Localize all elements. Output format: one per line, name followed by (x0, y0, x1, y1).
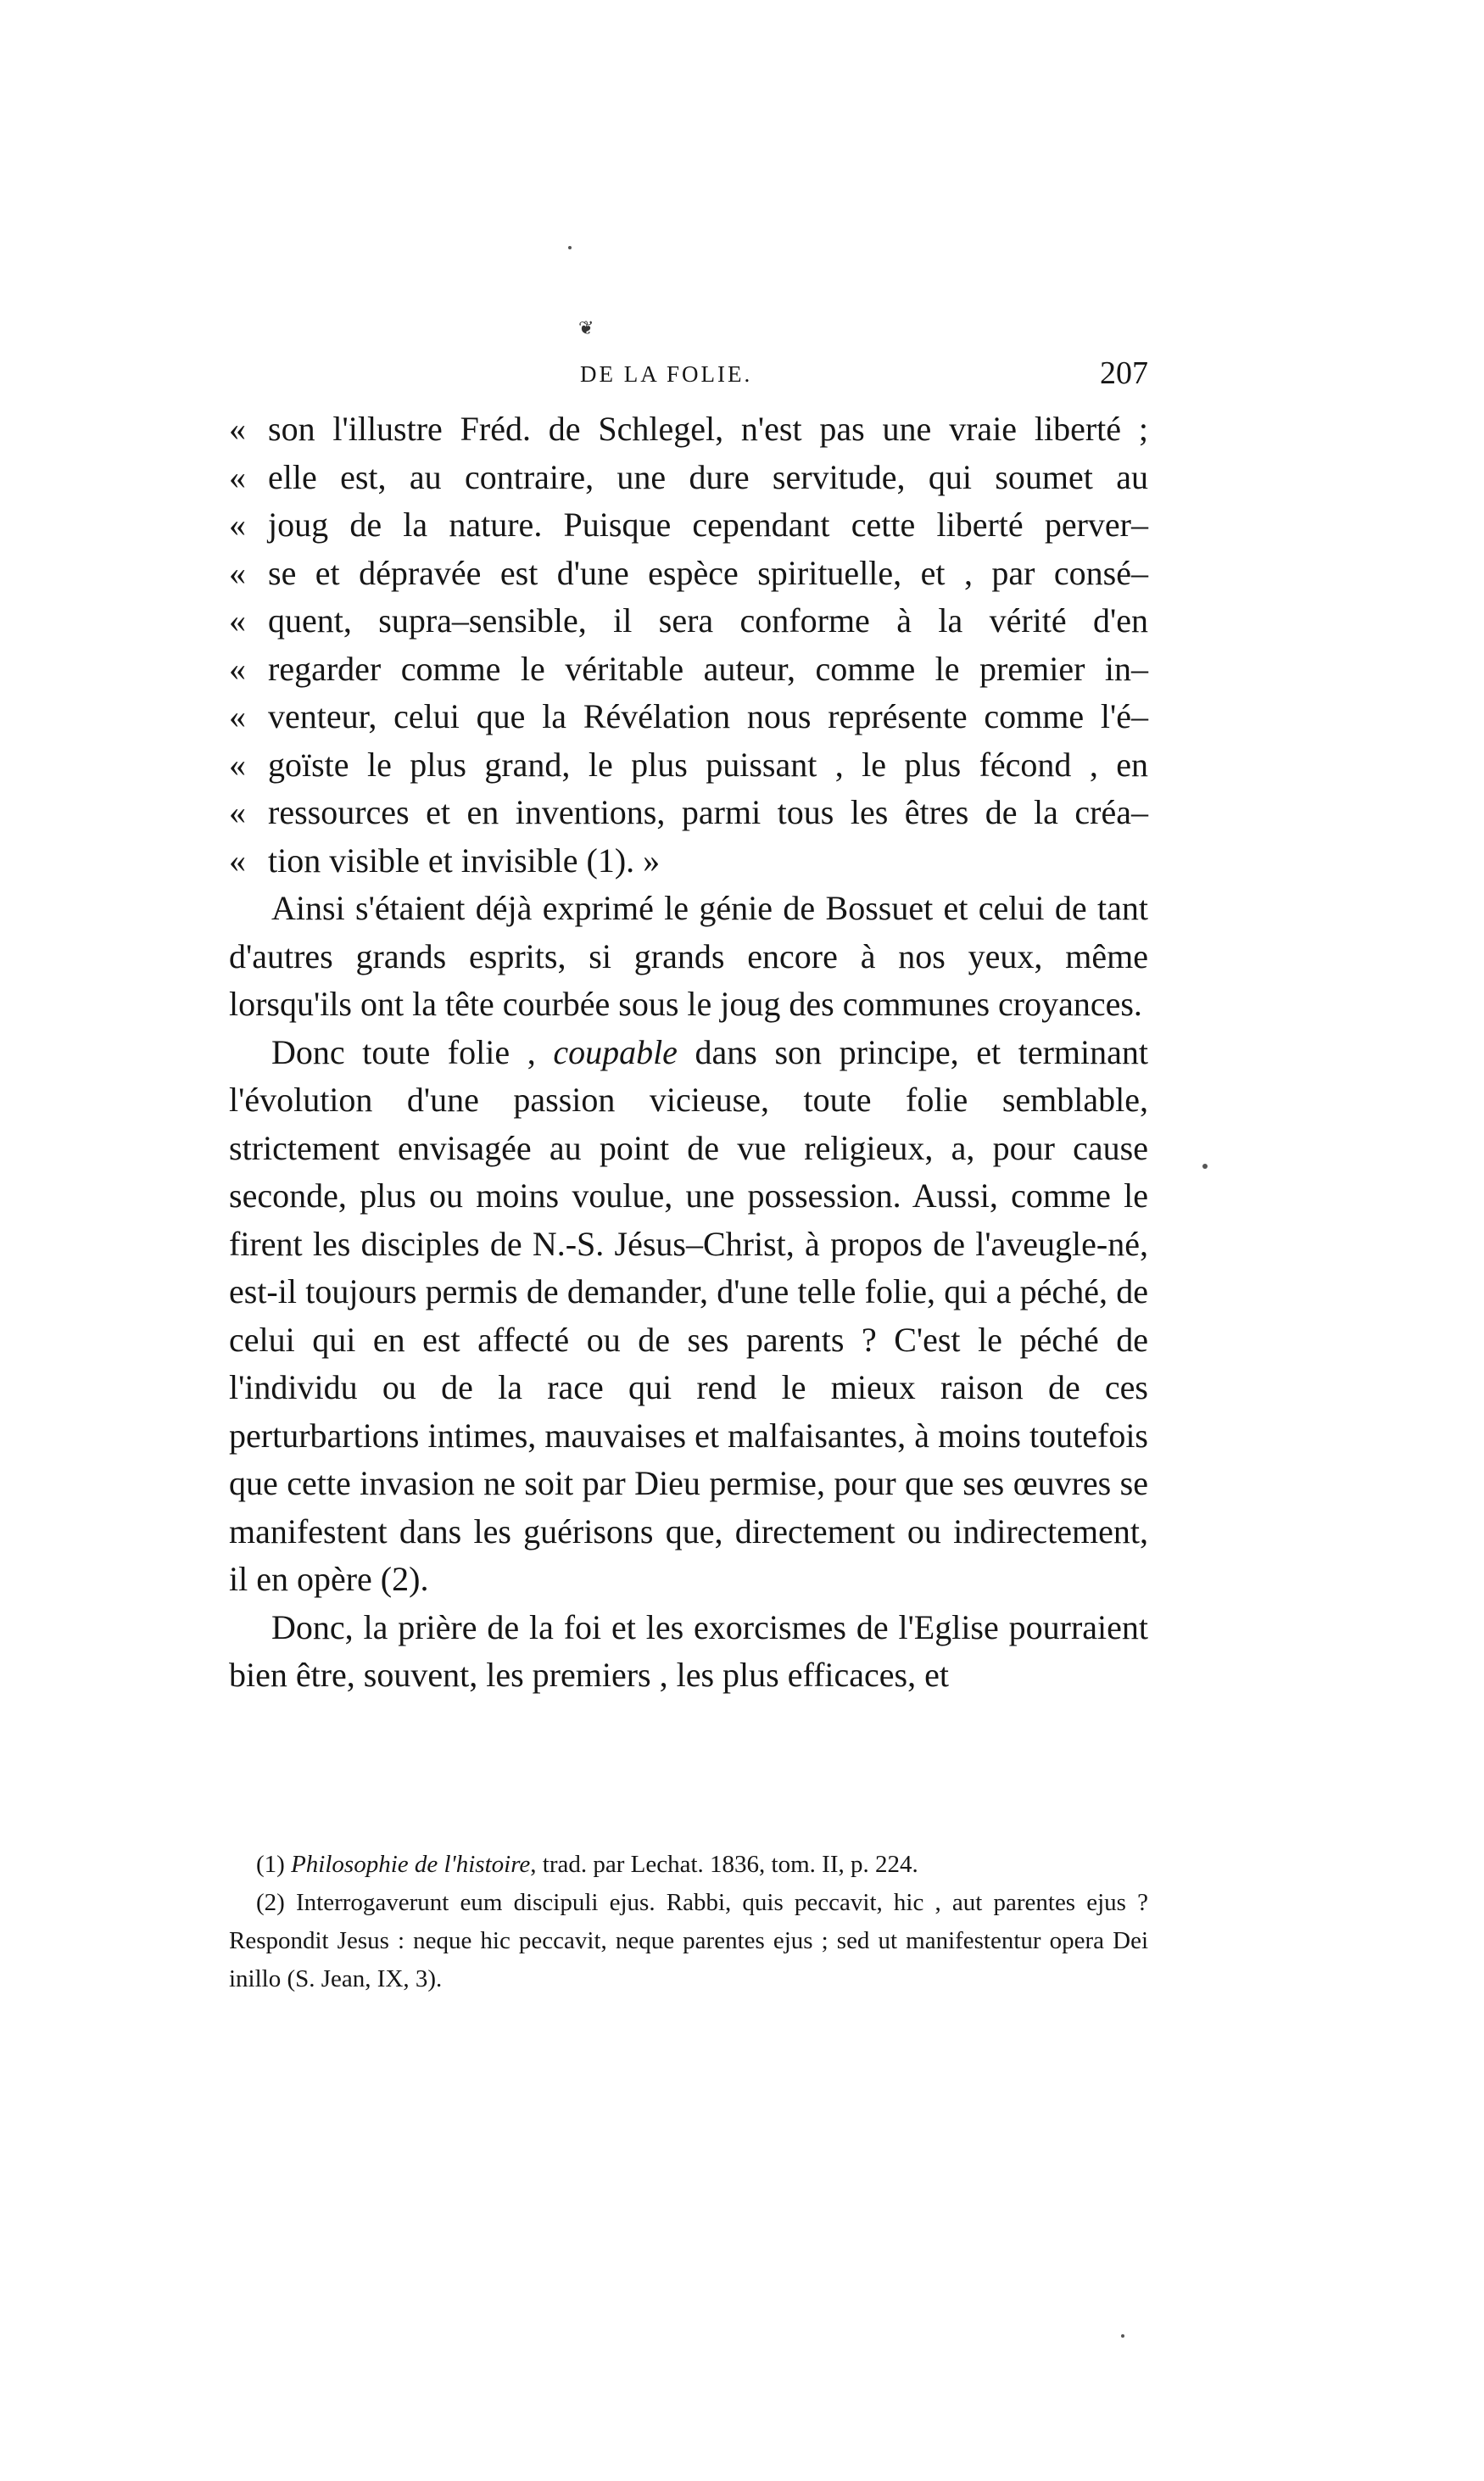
quote-mark: « (229, 553, 246, 592)
quote-line-text: quent, supra–sensible, il sera conforme à la vérité d'en (268, 601, 1148, 640)
footnote-title: Philosophie de l'histoire (291, 1851, 531, 1878)
page-header (229, 355, 1148, 402)
footnote (229, 1846, 1148, 1884)
quote-mark: « (229, 410, 246, 448)
quote-mark: « (229, 841, 246, 880)
quote-line (229, 454, 1148, 502)
quote-mark: « (229, 601, 246, 640)
footnote-text: Interrogaverunt eum discipuli ejus. Rabbi, quis peccavit, hic , aut parentes ejus ? Respondit Jesus : neque hic peccavit, neque parentes ejus ; sed ut manifestentur opera Dei inillo (S. Jean, IX, 3). (229, 1889, 1148, 1992)
footnote (229, 1884, 1148, 1998)
quote-line-text: joug de la nature. Puisque cependant cette liberté perver– (268, 506, 1148, 544)
emphasis: coupable (553, 1032, 678, 1071)
quote-mark: « (229, 697, 246, 735)
quote-line (229, 789, 1148, 837)
quote-line (229, 550, 1148, 598)
quote-line (229, 501, 1148, 550)
quote-line-text: venteur, celui que la Révélation nous représente comme l'é– (268, 697, 1148, 735)
speck (568, 246, 572, 249)
running-head: DE LA FOLIE. (580, 361, 753, 387)
quotation (229, 405, 1148, 885)
quote-mark: « (229, 649, 246, 688)
page-number: 207 (1100, 355, 1148, 391)
quote-mark: « (229, 745, 246, 784)
body-text (229, 405, 1148, 1700)
paragraph (229, 1029, 1148, 1604)
quote-line (229, 405, 1148, 454)
quote-mark: « (229, 506, 246, 544)
quote-line-text: se et dépravée est d'une espèce spirituelle, et , par consé– (268, 553, 1148, 592)
speck (1121, 2334, 1124, 2338)
footnote-marker: (1) (256, 1851, 285, 1878)
paragraph: Donc, la prière de la foi et les exorcismes de l'Eglise pourraient bien être, souvent, les premiers , les plus efficaces, et (229, 1607, 1148, 1694)
speck (1202, 1164, 1208, 1169)
quote-line-text: elle est, au contraire, une dure servitude, qui soumet au (268, 457, 1148, 496)
quote-line-text: son l'illustre Fréd. de Schlegel, n'est pas une vraie liberté ; (268, 410, 1148, 448)
quote-line-text: goïste le plus grand, le plus puissant , le plus fécond , en (268, 745, 1148, 784)
printer-mark: ❦ (578, 317, 594, 338)
footnotes (229, 1846, 1148, 1998)
quote-line (229, 741, 1148, 790)
quote-line (229, 597, 1148, 645)
paragraph-text: Donc toute folie , (271, 1032, 554, 1071)
quote-line (229, 693, 1148, 741)
quote-line-text: ressources et en inventions, parmi tous les êtres de la créa– (268, 793, 1148, 831)
quote-line-text: tion visible et invisible (1). » (268, 841, 661, 880)
quote-mark: « (229, 793, 246, 831)
paragraph-text: dans son principe, et terminant l'évolution d'une passion vicieuse, toute folie semblable, strictement envisagée au point de vue religieux, a, pour cause seconde, plus ou moins voulue, une possession. Aussi, comme le firent les disciples de N.-S. Jésus–Christ, à propos de l'aveugle-né, est-il toujours permis de demander, d'une telle folie, qui a péché, de celui qui en est affecté ou de ses parents ? C'est le péché de l'individu ou de la race qui rend le mieux raison de ces perturbartions intimes, mauvaises et malfaisantes, à moins toutefois que cette invasion ne soit par Dieu permise, pour que ses œuvres se manifestent dans les guérisons que, directement ou indirectement, il en opère (2). (229, 1032, 1149, 1598)
footnote-text: , trad. par Lechat. 1836, tom. II, p. 224. (530, 1851, 918, 1878)
quote-line-text: regarder comme le véritable auteur, comme le premier in– (268, 649, 1148, 688)
quote-line (229, 837, 1148, 886)
quote-line (229, 645, 1148, 694)
footnote-marker: (2) (256, 1889, 285, 1916)
quote-mark: « (229, 457, 246, 496)
paragraph: Ainsi s'étaient déjà exprimé le génie de Bossuet et celui de tant d'autres grands esprits, si grands encore à nos yeux, même lorsqu'ils ont la tête courbée sous le joug des communes croyances. (229, 889, 1148, 1023)
